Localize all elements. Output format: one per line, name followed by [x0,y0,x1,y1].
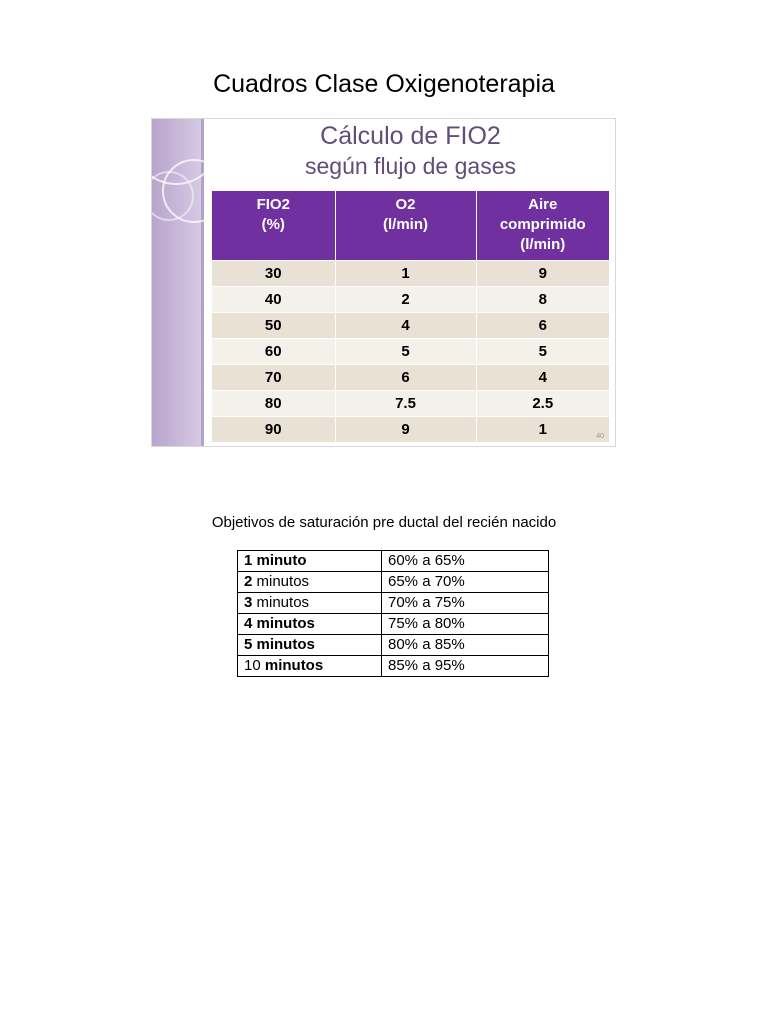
slide-image [151,118,616,447]
slide-title: Cálculo de FIO2 [320,122,501,150]
time-unit: minutos [256,615,315,632]
table-row [238,551,549,572]
time-unit: minutos [256,636,315,653]
time-cell [238,656,382,677]
cell-fio2: 30 [212,261,335,287]
cell-o2: 2 [335,287,476,313]
saturation-title: Objetivos de saturación pre ductal del recién nacido [211,514,557,531]
fio2-table [212,191,609,442]
header-line: FIO2 [256,196,290,213]
range-cell: 70% a 75% [382,593,549,614]
table-row [212,365,609,391]
cell-aire: 5 [476,339,609,365]
cell-fio2: 70 [212,365,335,391]
cell-o2: 9 [335,417,476,443]
saturation-table [237,550,549,677]
time-cell [238,635,382,656]
time-number: 1 [244,552,253,569]
table-header-row [212,191,609,261]
time-number: 5 [244,636,253,653]
cell-fio2: 50 [212,313,335,339]
time-unit: minutos [264,657,324,674]
cell-fio2: 80 [212,391,335,417]
header-o2 [335,191,476,261]
header-aire [476,191,609,261]
header-line: Aire [528,196,558,213]
cell-aire: 1 [476,417,609,443]
header-fio2 [212,191,335,261]
header-line: (%) [261,216,285,233]
time-cell [238,593,382,614]
time-cell [238,614,382,635]
cell-aire: 4 [476,365,609,391]
cell-aire: 9 [476,261,609,287]
document-title: Cuadros Clase Oxigenoterapia [213,70,555,98]
cell-fio2: 40 [212,287,335,313]
table-row [238,614,549,635]
cell-aire: 2.5 [476,391,609,417]
time-unit: minutos [256,573,310,590]
cell-aire: 8 [476,287,609,313]
range-cell: 80% a 85% [382,635,549,656]
cell-o2: 5 [335,339,476,365]
header-line: (l/min) [383,216,428,233]
cell-aire: 6 [476,313,609,339]
time-cell [238,572,382,593]
range-cell: 65% a 70% [382,572,549,593]
time-unit: minutos [256,594,310,611]
time-number: 2 [244,573,253,590]
time-number: 4 [244,615,253,632]
range-cell: 75% a 80% [382,614,549,635]
table-row [238,572,549,593]
cell-o2: 4 [335,313,476,339]
header-line: (l/min) [520,236,566,253]
cell-o2: 7.5 [335,391,476,417]
cell-o2: 6 [335,365,476,391]
cell-o2: 1 [335,261,476,287]
range-cell: 85% a 95% [382,656,549,677]
time-cell [238,551,382,572]
table-row [238,593,549,614]
cell-fio2: 90 [212,417,335,443]
time-unit: minuto [256,552,307,569]
table-row [212,391,609,417]
range-cell: 60% a 65% [382,551,549,572]
header-line: comprimido [499,216,586,233]
slide-number: 40 [596,433,604,440]
table-row [212,287,609,313]
table-row [238,656,549,677]
time-number: 10 [244,657,261,674]
time-number: 3 [244,594,253,611]
table-row [212,417,609,443]
table-row [212,261,609,287]
cell-fio2: 60 [212,339,335,365]
slide-subtitle: según flujo de gases [305,153,516,179]
table-row [212,313,609,339]
header-line: O2 [395,196,416,213]
table-row [238,635,549,656]
table-row [212,339,609,365]
